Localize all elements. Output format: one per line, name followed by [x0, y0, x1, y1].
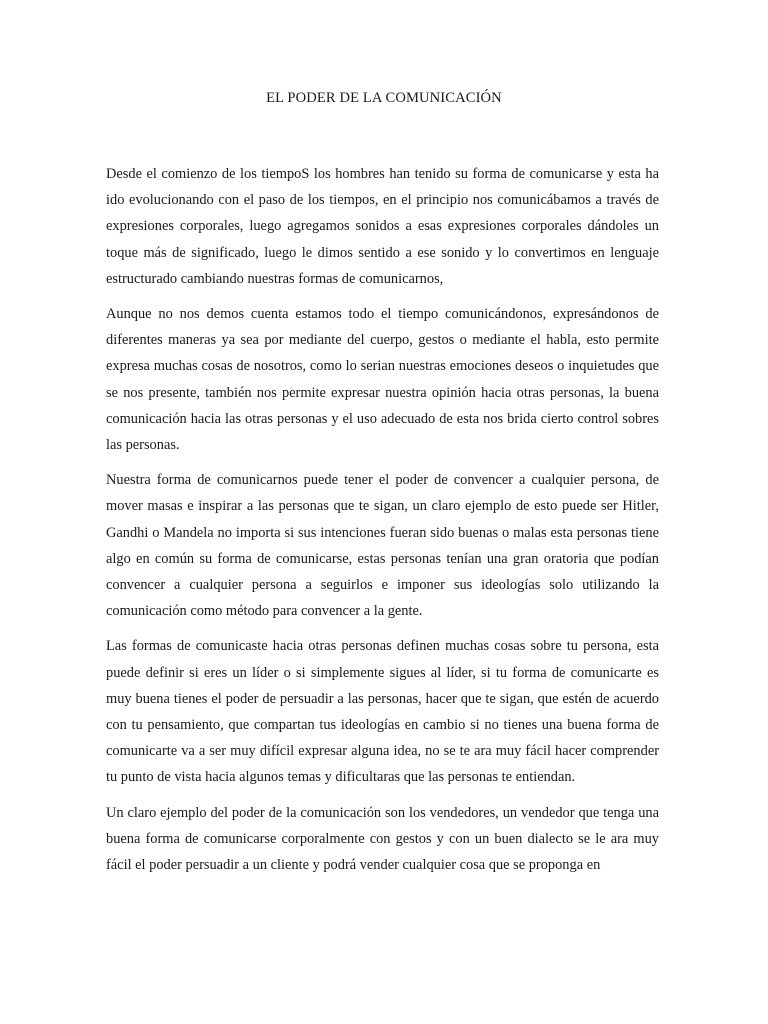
paragraph-1: Desde el comienzo de los tiempoS los hombres han tenido su forma de comunicarse y esta ha ido evolucionando con el paso de los tiempos, en el principio nos comunicábamos a través de expresiones corporales, luego agregamos sonidos a esas expresiones corporales dándoles un toque más de significado, luego le dimos sentido a ese sonido y lo convertimos en lenguaje estructurado cambiando nuestras formas de comunicarnos, [106, 166, 659, 287]
paragraph-2: Aunque no nos demos cuenta estamos todo el tiempo comunicándonos, expresándonos de diferentes maneras ya sea por mediante del cuerpo, gestos o mediante el habla, esto permite expresa muchas cosas de nosotros, como lo serian nuestras emociones deseos o inquietudes que se nos presente, también nos permite expresar nuestra opinión hacia otras personas, la buena comunicación hacia las otras personas y el uso adecuado de esta nos brida cierto control sobres las personas. [106, 306, 659, 454]
paragraph-4: Las formas de comunicaste hacia otras personas definen muchas cosas sobre tu persona, esta puede definir si eres un líder o si simplemente sigues al líder, si tu forma de comunicarte es muy buena tienes el poder de persuadir a las personas, hacer que te sigan, que estén de acuerdo con tu pensamiento, que compartan tus ideologías en cambio si no tienes una buena forma de comunicarte va a ser muy difícil expresar alguna idea, no se te ara muy fácil hacer comprender tu punto de vista hacia algunos temas y dificultaras que las personas te entiendan. [106, 638, 659, 786]
paragraph-3: Nuestra forma de comunicarnos puede tener el poder de convencer a cualquier persona, de mover masas e inspirar a las personas que te sigan, un claro ejemplo de esto puede ser Hitler, Gandhi o Mandela no importa si sus intenciones fueran sido buenas o malas esta personas tiene algo en común su forma de comunicarse, estas personas tenían una gran oratoria que podían convencer a cualquier persona a seguirlos e imponer sus ideologías solo utilizando la comunicación como método para convencer a la gente. [106, 472, 659, 620]
document-title: EL PODER DE LA COMUNICACIÓN [266, 90, 502, 106]
document-body [106, 161, 659, 887]
paragraph-5: Un claro ejemplo del poder de la comunicación son los vendedores, un vendedor que tenga una buena forma de comunicarse corporalmente con gestos y con un buen dialecto se le ara muy fácil el poder persuadir a un cliente y podrá vender cualquier cosa que se proponga en [106, 804, 659, 874]
